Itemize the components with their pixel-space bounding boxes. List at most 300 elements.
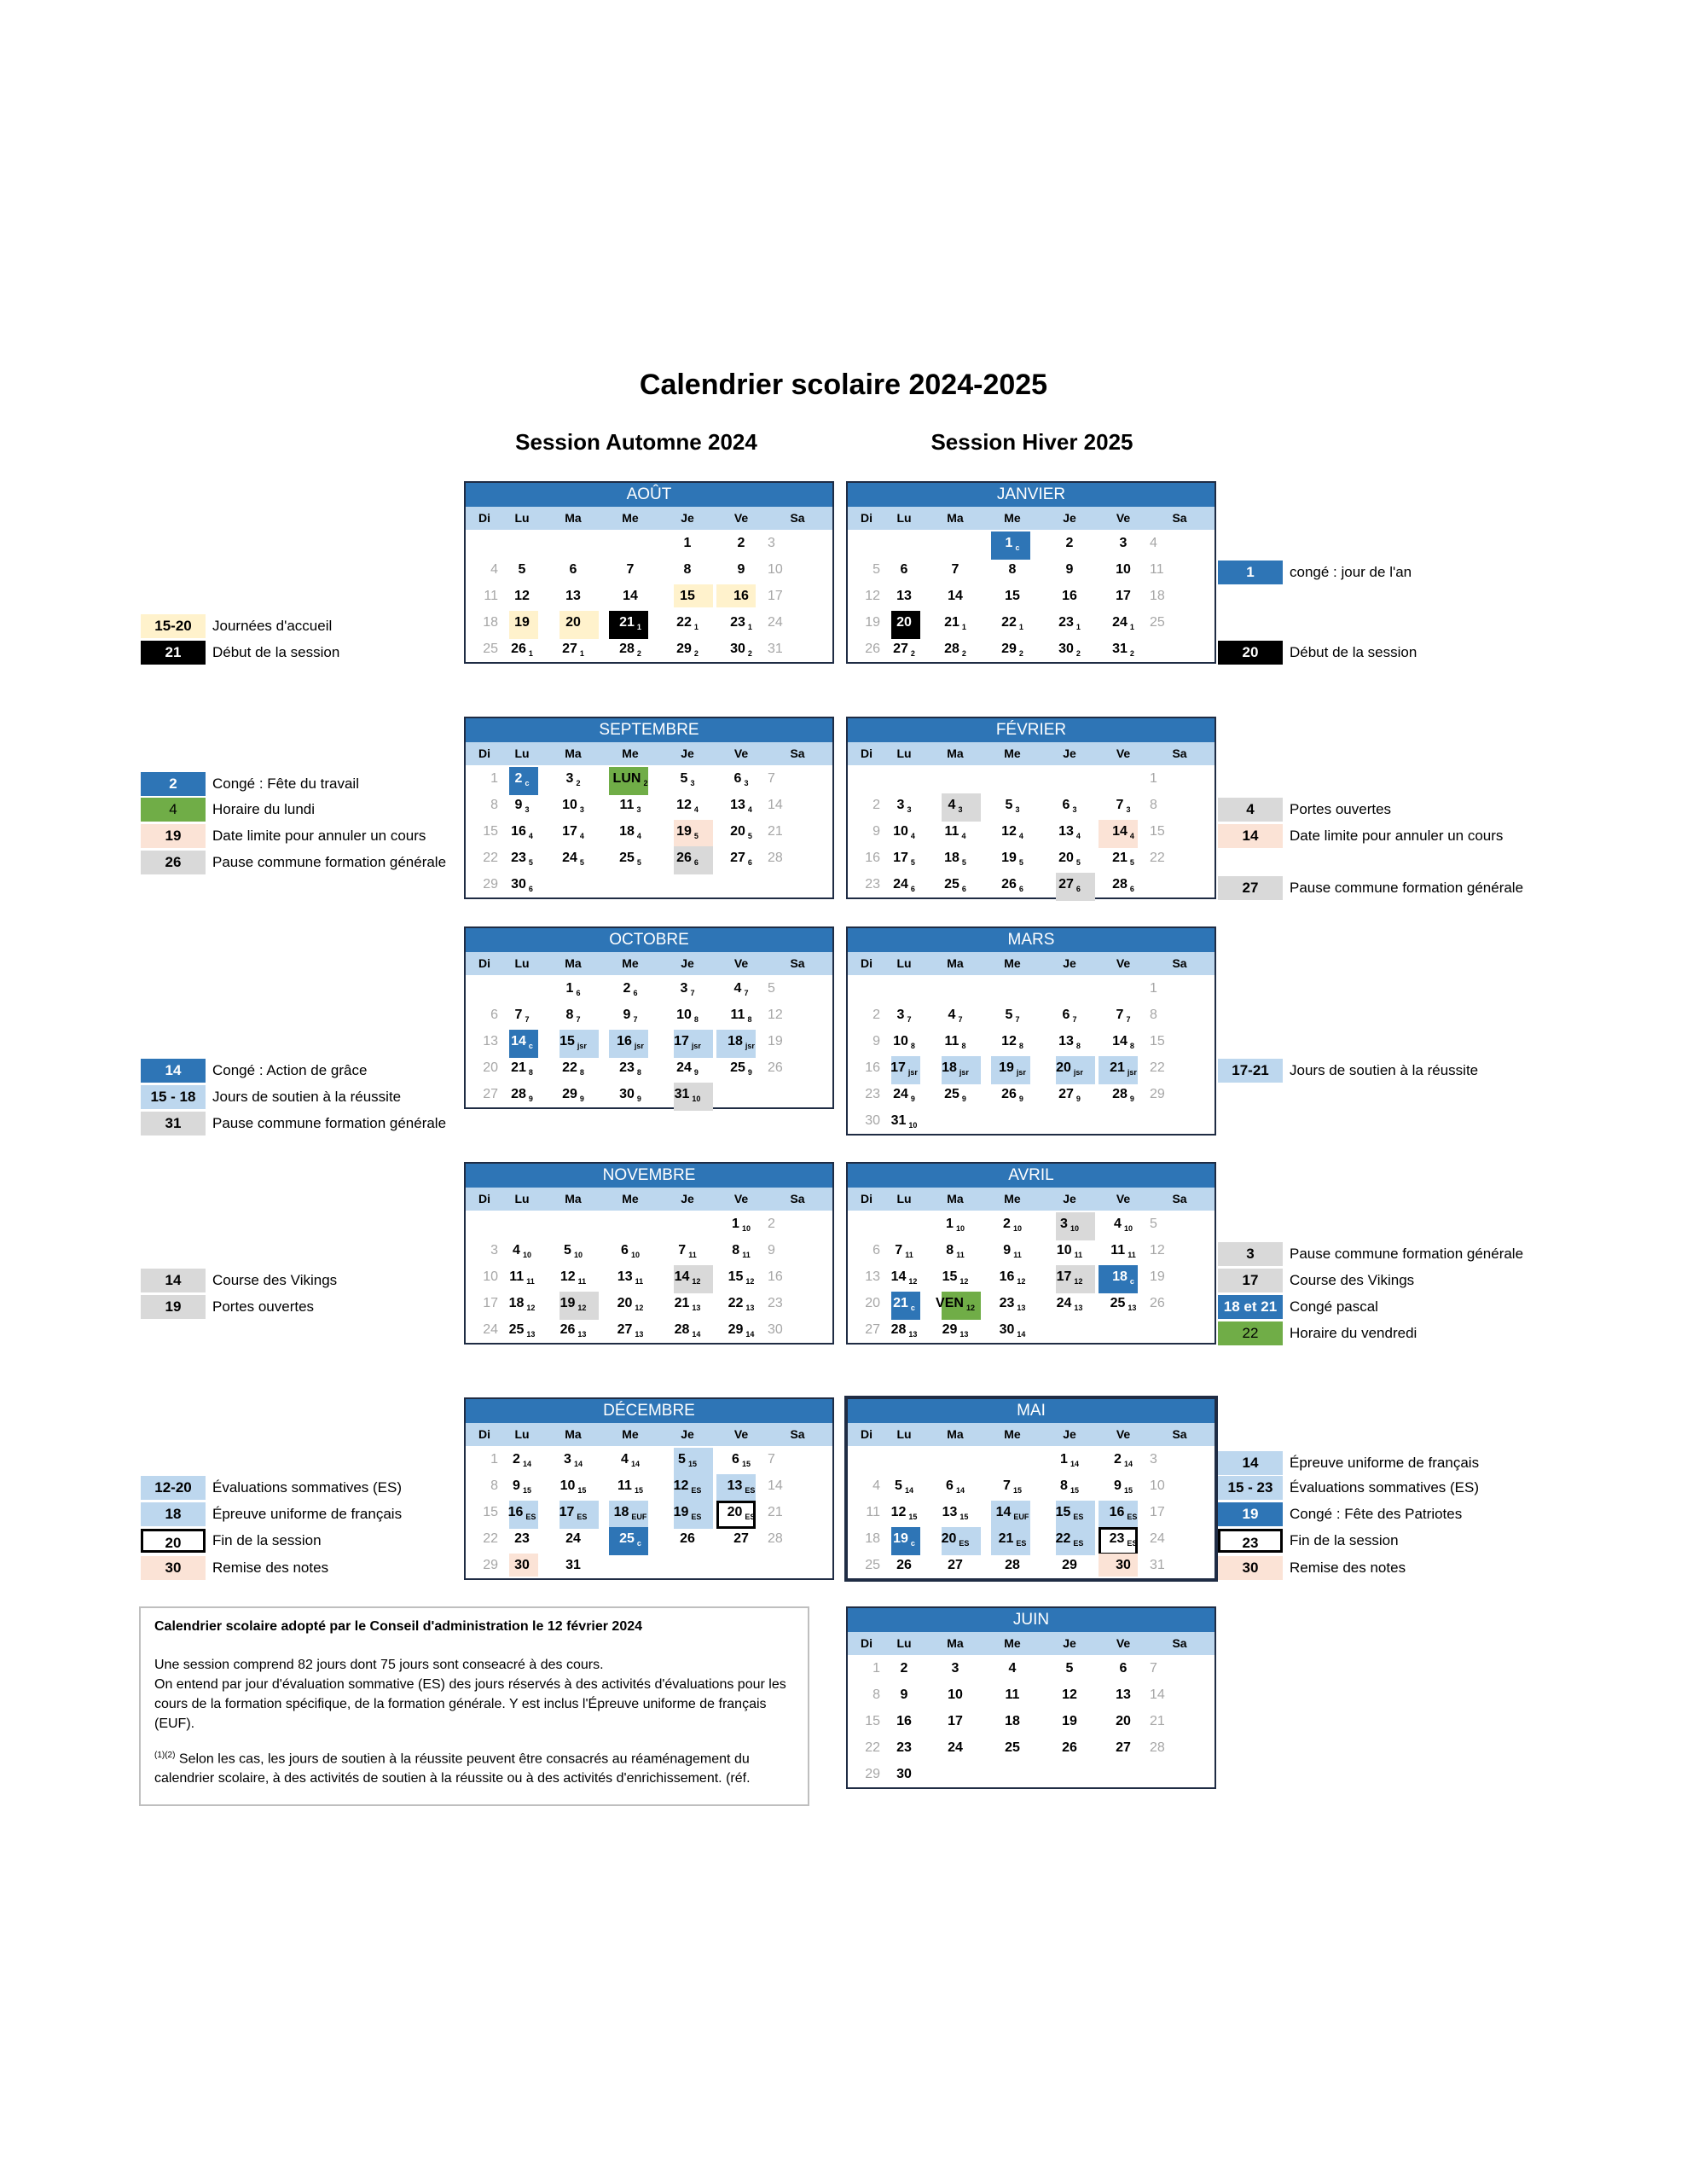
- day-number: 3: [565, 771, 574, 786]
- day-number: 30: [1058, 642, 1074, 656]
- month-calendar: [846, 717, 1216, 899]
- day-number: 3: [564, 1452, 571, 1467]
- legend-swatch: 4: [1218, 798, 1283, 822]
- day-cell: [720, 1316, 762, 1348]
- day-number: 15: [1005, 589, 1020, 603]
- week-row: [848, 1655, 1215, 1682]
- day-annotation: 11: [688, 1251, 697, 1259]
- day-cell: [923, 1316, 988, 1348]
- day-number: 17: [1056, 1269, 1072, 1284]
- day-number: 15: [680, 589, 695, 603]
- day-number: 23: [768, 1296, 783, 1310]
- day-cell: [720, 556, 762, 583]
- day-cell: [885, 1682, 923, 1708]
- legend-swatch: 21: [141, 641, 206, 665]
- day-annotation: ES: [1127, 1513, 1138, 1521]
- day-number: 27: [948, 1558, 963, 1572]
- day-number: 17: [1150, 1505, 1165, 1519]
- day-annotation: 6: [1018, 885, 1023, 893]
- weekday-header: Je: [1063, 746, 1076, 760]
- week-row: [466, 845, 832, 871]
- day-annotation: 3: [1072, 805, 1077, 814]
- day-number: 8: [1060, 1478, 1068, 1493]
- day-number: 28: [944, 642, 959, 656]
- weekday-header: Sa: [1172, 1636, 1187, 1650]
- day-number: 30: [768, 1322, 783, 1337]
- day-number: 19: [1150, 1269, 1165, 1284]
- day-cell: [541, 583, 606, 609]
- day-number: 16: [511, 824, 526, 839]
- day-number: 14: [890, 1269, 907, 1284]
- day-number: 3: [1150, 1452, 1157, 1467]
- week-row: [848, 1761, 1215, 1787]
- day-number: 26: [896, 1558, 912, 1572]
- day-number: 27: [1116, 1740, 1131, 1755]
- day-cell: [848, 1655, 885, 1682]
- day-number: 20: [865, 1296, 880, 1310]
- day-number: 3: [1060, 1217, 1068, 1231]
- day-annotation: 2: [910, 649, 915, 658]
- day-annotation: c: [525, 779, 530, 787]
- day-number: 17: [562, 824, 577, 839]
- day-number: 19: [865, 615, 880, 630]
- day-number: 7: [951, 562, 959, 577]
- day-number: 3: [896, 798, 905, 812]
- month-calendar: [846, 1162, 1216, 1345]
- day-annotation: 15: [959, 1513, 969, 1521]
- day-number: 7: [1116, 798, 1124, 812]
- legend-label: Course des Vikings: [212, 1272, 338, 1288]
- day-number: 11: [1110, 1243, 1126, 1258]
- legend-label: Pause commune formation générale: [1290, 1246, 1524, 1262]
- day-number: 9: [1114, 1478, 1122, 1493]
- day-number: 23: [1058, 615, 1074, 630]
- day-number: 4: [1008, 1661, 1017, 1676]
- day-cell: [885, 1708, 923, 1734]
- day-number: 2: [737, 536, 745, 550]
- day-cell: [988, 556, 1037, 583]
- day-number: 14: [623, 589, 638, 603]
- day-annotation: 9: [528, 1095, 533, 1103]
- day-number: 2: [900, 1661, 908, 1676]
- legend-swatch: 27: [1218, 876, 1283, 900]
- day-number: 8: [1008, 562, 1017, 577]
- day-cell: [720, 1552, 762, 1578]
- day-cell: [1037, 1655, 1102, 1682]
- day-number: 26: [511, 642, 526, 656]
- day-number: 5: [564, 1243, 571, 1258]
- month-calendar: [846, 1606, 1216, 1789]
- weekday-header: Ve: [1116, 746, 1131, 760]
- day-number: 20: [1056, 1060, 1071, 1075]
- day-annotation: c: [1129, 1277, 1134, 1286]
- weekday-header: Lu: [896, 1427, 912, 1441]
- weekday-header: Lu: [896, 1192, 912, 1205]
- day-cell: [885, 1107, 923, 1139]
- day-cell: [1102, 871, 1145, 903]
- day-number: 11: [509, 1269, 525, 1284]
- day-number: 6: [1062, 1008, 1070, 1022]
- legend-label: Horaire du lundi: [212, 801, 316, 817]
- week-row: [466, 556, 832, 583]
- day-annotation: 7: [525, 1015, 530, 1024]
- day-number: 14: [768, 1478, 783, 1493]
- day-number: 8: [1150, 798, 1157, 812]
- weekday-header: Sa: [1172, 746, 1187, 760]
- day-number: 17: [483, 1296, 498, 1310]
- day-number: 3: [951, 1661, 959, 1676]
- day-number: 6: [1119, 1661, 1128, 1676]
- month-title: DÉCEMBRE: [466, 1399, 832, 1423]
- weekday-header: Me: [1004, 1427, 1021, 1441]
- day-annotation: 1: [636, 623, 641, 631]
- weekday-header: Je: [1063, 1427, 1076, 1441]
- day-annotation: 12: [635, 1304, 644, 1312]
- day-number: 3: [896, 1008, 905, 1022]
- weekday-header: Sa: [790, 956, 805, 970]
- day-annotation: 11: [577, 1277, 587, 1286]
- legend-label: Pause commune formation générale: [1290, 880, 1524, 896]
- weekday-header: Ma: [947, 746, 964, 760]
- day-annotation: 10: [692, 1095, 701, 1103]
- day-cell: [1037, 1682, 1102, 1708]
- day-number: 14: [511, 1034, 526, 1048]
- footnote-marker: (1)(2): [154, 1751, 176, 1760]
- day-number: 18: [1112, 1269, 1128, 1284]
- day-number: 22: [676, 615, 692, 630]
- day-annotation: 10: [573, 1251, 583, 1259]
- day-number: 30: [511, 877, 526, 892]
- day-number: 9: [1003, 1243, 1012, 1258]
- day-number: 17: [559, 1505, 575, 1519]
- day-number: 21: [893, 1296, 908, 1310]
- day-annotation: 6: [961, 885, 966, 893]
- weekday-header: Di: [478, 956, 490, 970]
- day-number: 5: [1150, 1217, 1157, 1231]
- day-annotation: 4: [1018, 832, 1023, 840]
- week-row: [848, 765, 1215, 792]
- day-number: 15: [728, 1269, 744, 1284]
- day-annotation: 12: [908, 1277, 918, 1286]
- day-cell: [923, 1682, 988, 1708]
- month-title: JANVIER: [848, 483, 1215, 507]
- month-calendar: [846, 926, 1216, 1136]
- day-cell: [1102, 1552, 1145, 1578]
- day-annotation: ES: [1016, 1539, 1027, 1548]
- day-annotation: 2: [1129, 649, 1134, 658]
- day-cell: [885, 871, 923, 903]
- day-number: 13: [727, 1478, 743, 1493]
- weekday-header: Lu: [514, 1192, 530, 1205]
- day-number: 22: [1001, 615, 1017, 630]
- day-annotation: 5: [910, 858, 915, 867]
- day-annotation: 14: [1070, 1460, 1079, 1468]
- day-cell: [923, 556, 988, 583]
- legend-swatch: 12-20: [141, 1476, 206, 1500]
- day-cell: [466, 556, 503, 583]
- weekday-header: Me: [1004, 746, 1021, 760]
- day-annotation: 2: [693, 649, 699, 658]
- day-number: 25: [619, 851, 635, 865]
- day-number: 21: [511, 1060, 526, 1075]
- day-number: 1: [490, 1452, 498, 1467]
- day-annotation: 4: [636, 832, 641, 840]
- day-annotation: 8: [693, 1015, 699, 1024]
- day-annotation: 6: [576, 989, 581, 997]
- day-number: 5: [518, 562, 526, 577]
- day-number: 13: [617, 1269, 633, 1284]
- day-cell: [606, 636, 655, 667]
- day-annotation: 3: [579, 805, 584, 814]
- week-row: [848, 609, 1215, 636]
- day-number: 27: [865, 1322, 880, 1337]
- week-row: [466, 609, 832, 636]
- day-number: 13: [865, 1269, 880, 1284]
- day-number: 30: [896, 1767, 912, 1781]
- day-annotation: ES: [1073, 1539, 1084, 1548]
- week-row: [848, 1290, 1215, 1316]
- day-number: 30: [1116, 1558, 1131, 1572]
- day-annotation: 8: [1075, 1042, 1081, 1050]
- weekday-header: Me: [1004, 1192, 1021, 1205]
- day-annotation: 9: [747, 1068, 752, 1077]
- day-number: 4: [733, 981, 742, 996]
- day-annotation: 10: [1012, 1224, 1022, 1233]
- weekday-header: Me: [1004, 1636, 1021, 1650]
- legend-swatch: 23: [1218, 1529, 1283, 1553]
- day-number: 23: [619, 1060, 635, 1075]
- day-number: 25: [483, 642, 498, 656]
- day-number: LUN: [612, 771, 641, 786]
- day-number: 28: [674, 1322, 690, 1337]
- day-number: 24: [1112, 615, 1128, 630]
- day-number: 16: [896, 1714, 912, 1728]
- month-calendar: [464, 926, 834, 1109]
- day-cell: [885, 1655, 923, 1682]
- legend-label: Horaire du vendredi: [1290, 1325, 1417, 1341]
- legend-label: Congé : Fête des Patriotes: [1290, 1506, 1463, 1522]
- day-number: 30: [619, 1087, 635, 1101]
- legend-swatch: 22: [1218, 1321, 1283, 1345]
- day-number: 2: [623, 981, 631, 996]
- day-number: 11: [944, 1034, 959, 1048]
- week-row: [466, 765, 832, 792]
- day-number: 18: [865, 1531, 880, 1546]
- session-title-autumn: Session Automne 2024: [515, 429, 757, 455]
- day-cell: [503, 1081, 541, 1112]
- day-cell: [1145, 556, 1215, 583]
- day-number: 12: [1062, 1687, 1077, 1702]
- weekday-header: Ma: [565, 1192, 582, 1205]
- legend-label: Jours de soutien à la réussite: [212, 1089, 402, 1105]
- week-row: [848, 583, 1215, 609]
- day-number: 2: [513, 1452, 520, 1467]
- legend-label: Fin de la session: [212, 1532, 322, 1548]
- day-cell: [606, 530, 655, 556]
- day-annotation: 12: [745, 1277, 755, 1286]
- weeks-grid: [466, 765, 832, 897]
- legend-swatch: 14: [1218, 824, 1283, 848]
- day-number: 3: [768, 536, 775, 550]
- week-row: [848, 1734, 1215, 1761]
- day-cell: [1145, 1761, 1215, 1787]
- weeks-grid: [848, 530, 1215, 662]
- day-number: 16: [865, 851, 880, 865]
- weekday-header: Di: [861, 511, 872, 525]
- day-cell: [466, 636, 503, 667]
- day-number: 12: [890, 1505, 907, 1519]
- day-annotation: jsr: [691, 1042, 701, 1050]
- day-number: 18: [728, 1034, 743, 1048]
- day-number: 5: [1005, 798, 1013, 812]
- legend-swatch: 17-21: [1218, 1059, 1283, 1083]
- day-number: 10: [1056, 1243, 1072, 1258]
- day-annotation: 2: [576, 779, 581, 787]
- day-number: 23: [896, 1740, 912, 1755]
- day-number: 6: [621, 1243, 629, 1258]
- day-number: 8: [565, 1008, 574, 1022]
- day-annotation: jsr: [907, 1068, 918, 1077]
- week-row: [848, 975, 1215, 1002]
- day-number: 22: [483, 1531, 498, 1546]
- day-cell: [1037, 556, 1102, 583]
- day-number: 7: [1150, 1661, 1157, 1676]
- day-number: 25: [730, 1060, 745, 1075]
- day-number: 10: [893, 824, 908, 839]
- day-annotation: 8: [961, 1042, 966, 1050]
- weekday-header: Sa: [790, 511, 805, 525]
- day-annotation: 7: [576, 1015, 581, 1024]
- day-annotation: 12: [965, 1304, 975, 1312]
- day-number: 11: [617, 1478, 632, 1493]
- day-number: 3: [680, 981, 688, 996]
- day-number: 10: [948, 1687, 963, 1702]
- day-number: 8: [683, 562, 692, 577]
- day-number: 30: [865, 1113, 880, 1128]
- day-annotation: c: [528, 1042, 533, 1050]
- week-row: [466, 583, 832, 609]
- day-cell: [848, 1316, 885, 1348]
- day-cell: [1037, 871, 1102, 903]
- day-cell: [1102, 1316, 1145, 1348]
- weekday-header: Di: [861, 1636, 872, 1650]
- note-footnote: [154, 1745, 794, 1788]
- day-annotation: 9: [910, 1095, 915, 1103]
- day-number: 18: [1150, 589, 1165, 603]
- day-cell: [762, 1081, 832, 1112]
- day-number: 30: [730, 642, 745, 656]
- weekday-header: Di: [478, 1192, 490, 1205]
- day-cell: [885, 556, 923, 583]
- day-number: 12: [559, 1269, 576, 1284]
- legend-label: Portes ouvertes: [212, 1298, 315, 1315]
- day-annotation: EUF: [1013, 1513, 1029, 1521]
- week-row: [466, 1263, 832, 1290]
- day-cell: [541, 636, 606, 667]
- day-cell: [1037, 1734, 1102, 1761]
- weekday-header-row: [848, 1188, 1215, 1211]
- weekday-header: Lu: [896, 1636, 912, 1650]
- day-annotation: 7: [1126, 1015, 1131, 1024]
- weekday-header: Ma: [565, 1427, 582, 1441]
- day-number: 5: [1005, 1008, 1013, 1022]
- day-number: 3: [490, 1243, 498, 1258]
- weekday-header: Ma: [947, 511, 964, 525]
- day-annotation: 8: [528, 1068, 533, 1077]
- day-number: 22: [865, 1740, 880, 1755]
- month-title: JUIN: [848, 1608, 1215, 1632]
- day-annotation: 7: [633, 1015, 638, 1024]
- day-annotation: 15: [634, 1486, 643, 1495]
- day-number: 5: [1065, 1661, 1074, 1676]
- weekday-header: Sa: [790, 1192, 805, 1205]
- legend-swatch: 20: [1218, 641, 1283, 665]
- day-cell: [988, 975, 1037, 1002]
- day-annotation: 9: [1129, 1095, 1134, 1103]
- note-paragraph: On entend par jour d'évaluation sommative (ES) des jours réservés à des activités d'évaluations pour les cours de la formation spécifique, de la formation générale. Y est inclus l'Épreuve uniforme de français (EUF).: [154, 1677, 786, 1731]
- day-cell: [655, 556, 720, 583]
- day-annotation: 1: [961, 623, 966, 631]
- weekday-header: Ve: [733, 511, 749, 525]
- footnote-text: Selon les cas, les jours de soutien à la réussite peuvent être consacrés au réaménagement du calendrier scolaire, à des activités de soutien à la réussite ou à des activités d'enrichissement. (réf.: [154, 1751, 751, 1786]
- legend-label: Remise des notes: [212, 1560, 329, 1576]
- day-number: 29: [483, 1558, 498, 1572]
- weekday-header: Di: [861, 746, 872, 760]
- day-number: 15: [865, 1714, 880, 1728]
- day-annotation: 15: [1012, 1486, 1022, 1495]
- weekday-header-row: [848, 507, 1215, 530]
- day-cell: [466, 1316, 503, 1348]
- day-annotation: 12: [1017, 1277, 1026, 1286]
- day-number: 11: [484, 589, 498, 603]
- week-row: [466, 1525, 832, 1552]
- day-annotation: 8: [1018, 1042, 1023, 1050]
- day-number: 24: [768, 615, 783, 630]
- weekday-header-row: [466, 952, 832, 975]
- week-row: [466, 1446, 832, 1472]
- day-number: 27: [1058, 877, 1074, 892]
- day-number: 19: [676, 824, 692, 839]
- day-annotation: 7: [907, 1015, 912, 1024]
- legend-swatch: 30: [1218, 1556, 1283, 1580]
- day-cell: [762, 871, 832, 903]
- day-number: 26: [1150, 1296, 1165, 1310]
- day-number: 16: [733, 589, 749, 603]
- month-title: FÉVRIER: [848, 718, 1215, 742]
- day-annotation: 4: [1129, 832, 1134, 840]
- day-number: 31: [565, 1558, 581, 1572]
- day-cell: [762, 556, 832, 583]
- day-cell: [885, 975, 923, 1002]
- day-annotation: 11: [635, 1277, 644, 1286]
- day-cell: [1145, 1682, 1215, 1708]
- day-number: 10: [893, 1034, 908, 1048]
- day-number: 4: [513, 1243, 520, 1258]
- weekday-header-row: [848, 1632, 1215, 1655]
- day-number: 4: [948, 1008, 956, 1022]
- day-number: 18: [1005, 1714, 1020, 1728]
- day-cell: [1102, 1655, 1145, 1682]
- month-calendar: [844, 1396, 1218, 1582]
- day-number: 21: [1110, 1060, 1125, 1075]
- day-number: 1: [732, 1217, 739, 1231]
- legend-swatch: 3: [1218, 1242, 1283, 1266]
- day-cell: [606, 1316, 655, 1348]
- day-annotation: 14: [692, 1330, 701, 1339]
- day-cell: [988, 871, 1037, 903]
- day-cell: [762, 636, 832, 667]
- day-annotation: 13: [908, 1330, 918, 1339]
